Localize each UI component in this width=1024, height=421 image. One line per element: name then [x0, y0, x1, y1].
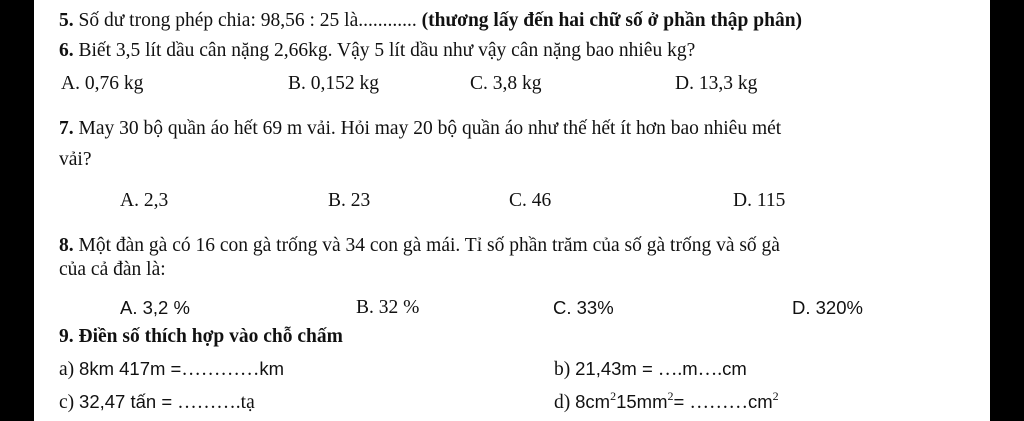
- question-5-hint: (thương lấy đến hai chữ số ở phần thập phân): [416, 10, 803, 31]
- question-6-text: Biết 3,5 lít dầu cân nặng 2,66kg. Vậy 5 lít dầu như vậy cân nặng bao nhiêu kg?: [73, 40, 696, 61]
- question-6-number: 6.: [59, 40, 74, 61]
- question-9-title: Điền số thích hợp vào chỗ chấm: [73, 326, 343, 347]
- part-d-term-1: 8cm: [575, 391, 611, 412]
- part-d-label: d): [554, 392, 576, 413]
- part-c-label: c): [59, 392, 80, 413]
- question-7-option-d: D. 115: [733, 190, 786, 211]
- question-5: [59, 10, 802, 32]
- part-d-exponent-3: 2: [772, 389, 779, 403]
- question-9-part-b: [554, 358, 747, 381]
- question-8-option-c: C. 33%: [553, 297, 614, 318]
- question-7-option-b: B. 23: [328, 190, 371, 211]
- question-5-text: Số dư trong phép chia: 98,56 : 25 là: [78, 10, 359, 31]
- part-a-label: a): [59, 359, 80, 380]
- question-8-text-line1: Một đàn gà có 16 con gà trống và 34 con gà mái. Tỉ số phần trăm của số gà trống và số gà: [73, 235, 780, 256]
- question-9-number: 9.: [59, 326, 74, 347]
- part-d-blank: ………: [689, 392, 748, 413]
- part-b-blank-2: ….: [697, 359, 723, 380]
- question-8-option-d: D. 320%: [792, 297, 863, 318]
- question-9: [59, 326, 343, 348]
- question-6-option-d: D. 13,3 kg: [675, 73, 758, 94]
- part-c-unit: tạ: [240, 392, 255, 413]
- question-8-number: 8.: [59, 235, 74, 256]
- question-5-blank: ............: [358, 10, 417, 31]
- question-9-part-d: [554, 391, 779, 414]
- part-c-blank: ……….: [177, 392, 241, 413]
- question-8: [59, 235, 780, 257]
- part-b-unit: cm: [722, 358, 747, 379]
- question-8-text-line2: của cả đàn là:: [59, 259, 166, 280]
- part-b-label: b): [554, 359, 576, 380]
- part-b-blank-1: ….: [657, 359, 683, 380]
- part-a-expression: 8km 417m =: [79, 358, 182, 379]
- question-7-option-a: A. 2,3: [120, 190, 169, 211]
- question-7-text-line1: May 30 bộ quần áo hết 69 m vải. Hỏi may 20 bộ quần áo như thế hết ít hơn bao nhiêu mét: [73, 118, 782, 139]
- question-6: [59, 40, 695, 62]
- question-7: [59, 118, 781, 140]
- question-9-part-c: [59, 391, 255, 414]
- part-d-equals: =: [673, 391, 690, 412]
- question-6-option-b: B. 0,152 kg: [288, 73, 380, 94]
- part-d-term-2: 15mm: [616, 391, 668, 412]
- question-6-option-a: A. 0,76 kg: [61, 73, 144, 94]
- part-b-mid-unit: m: [682, 358, 698, 379]
- question-7-number: 7.: [59, 118, 74, 139]
- part-c-expression: 32,47 tấn =: [79, 391, 178, 412]
- question-8-option-b: B. 32 %: [356, 297, 420, 318]
- worksheet-page: [34, 0, 990, 421]
- question-7-option-c: C. 46: [509, 190, 552, 211]
- part-b-expression: 21,43m =: [575, 358, 658, 379]
- part-a-unit: km: [259, 358, 285, 379]
- question-6-option-c: C. 3,8 kg: [470, 73, 542, 94]
- question-9-part-a: [59, 358, 284, 381]
- question-5-number: 5.: [59, 10, 74, 31]
- question-7-text-line2: vải?: [59, 149, 92, 170]
- part-d-exponent-1: 2: [610, 389, 617, 403]
- part-d-exponent-2: 2: [667, 389, 674, 403]
- question-8-option-a: A. 3,2 %: [120, 297, 190, 318]
- part-d-unit: cm: [747, 391, 773, 412]
- part-a-blank: …………: [181, 359, 260, 380]
